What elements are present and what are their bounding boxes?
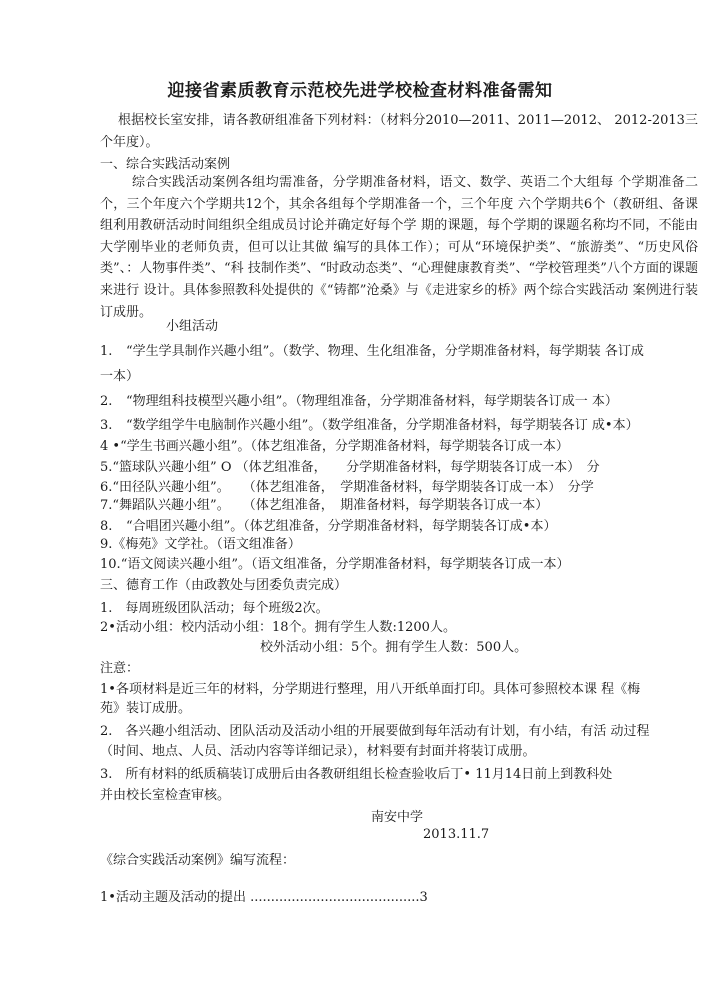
item-number: 4 • <box>100 439 121 454</box>
item-text: “合唱团兴趣小组”。（体艺组准备，分学期准备材料，每学期装各订成•本） <box>126 519 557 534</box>
workflow-heading: 《综合实践活动案例》编写流程： <box>100 853 296 868</box>
item-text: “学生书画兴趣小组”。（体艺组准备，分学期准备材料，每学期装各订成一本） <box>120 439 569 454</box>
note-2-line-1: 2. 各兴趣小组活动、团队活动及活动小组的开展要做到每年活动有计划，有小结，有活 动过程 <box>100 724 650 739</box>
item-number: 3. <box>100 418 113 433</box>
note-2-line-2: （时间、地点、人员、活动内容等详细记录），材料要有封面并将装订成册。 <box>100 744 536 759</box>
item-text: “篮球队兴趣小组” O （体艺组准备， 分学期准备材料，每学期装各订成一本） 分 <box>112 460 600 475</box>
item-text: 一本） <box>100 369 140 384</box>
item-number: 7. <box>100 498 113 513</box>
document-title: 迎接省素质教育示范校先进学校检查材料准备需知 <box>167 81 553 101</box>
list-item <box>100 365 700 384</box>
list-item <box>100 533 700 552</box>
item-number: 9. <box>100 537 113 552</box>
list-item <box>100 476 700 495</box>
toc-entry[interactable] <box>100 886 428 905</box>
note-1-line-2: 苑》装订成册。 <box>100 701 192 716</box>
section1-heading: 一、综合实践活动案例 <box>100 157 231 172</box>
toc-label: 1•活动主题及活动的提出 <box>100 890 246 905</box>
moral-line-2: 2•活动小组：校内活动小组：18个。拥有学生人数:1200人。 <box>100 620 456 635</box>
item-text: “物理组科技模型兴趣小组”。（物理组准备，分学期准备材料，每学期装各订成一 本） <box>126 394 618 409</box>
signature-school: 南安中学 <box>371 810 424 825</box>
item-text: “学生学具制作兴趣小组”。（数学、物理、生化组准备，分学期准备材料，每学期装 各订成 <box>126 344 644 359</box>
note-3-line-2: 并由校长室检查审核。 <box>100 788 231 803</box>
section3-heading: 三、德育工作（由政教处与团委负责完成） <box>100 578 348 593</box>
list-item <box>100 390 700 409</box>
item-number: 6. <box>100 480 113 495</box>
notes-heading: 注意： <box>100 661 140 676</box>
note-3-line-1: 3. 所有材料的纸质稿装订成册后由各教研组组长检查验收后丁• 11月14日前上到教科处 <box>100 767 613 782</box>
item-text: “语文阅读兴趣小组”。（语文组准备，分学期准备材料，每学期装各订成一本） <box>120 557 570 572</box>
toc-leader-dots: ......................................... <box>245 890 420 905</box>
list-item <box>100 515 700 534</box>
item-number: 8. <box>100 519 113 534</box>
list-item <box>100 340 700 359</box>
toc-page-number: 3 <box>419 890 428 905</box>
item-number: 10. <box>100 557 121 572</box>
moral-line-3: 校外活动小组：5个。拥有学生人数：500人。 <box>260 640 528 655</box>
list-item <box>100 414 700 433</box>
item-number: 1. <box>100 344 113 359</box>
list-item <box>100 435 700 454</box>
intro-paragraph: 根据校长室安排，请各教研组准备下列材料：（材料分2010—2011、2011—2012、 2012-2013三个年度）。 <box>100 113 698 150</box>
list-item <box>100 553 700 572</box>
signature-date: 2013.11.7 <box>423 827 490 842</box>
item-number: 2. <box>100 394 113 409</box>
section1-body: 综合实践活动案例各组均需准备，分学期准备材料，语文、数学、英语二个大组每 个学期准备二个，三个年度六个学期共12个，其余各组每个学期准备一个，三个年度 六个学期共6个（教研组、备课组利用教研活动时间组织全组成员讨论并确定好每个学 期的课题，每个学期的课题名称均不同，不能由大学刚毕业的老师负责，但可以让其做 编写的具体工作）；可从“环境保护类”、“旅游类”、“历史风俗类”、：人物事件类”、“科 技制作类”、“时政动态类”、“心理健康教育类”、“学校管理类”八个方面的课题来进行 设计。具体参照教科处提供的《“铸都”沧桑》与《走进家乡的桥》两个综合实践活动 案例进行装订成册。 <box>100 175 698 320</box>
item-text: 《梅苑》文学社。（语文组准备） <box>112 537 301 552</box>
item-text: “田径队兴趣小组”。 （体艺组准备， 学期准备材料，每学期装各订成一本） 分学 <box>112 480 594 495</box>
item-text: “舞蹈队兴趣小组”。 （体艺组准备， 期准备材料，每学期装各订成一本） <box>112 498 549 513</box>
item-number: 5. <box>100 460 113 475</box>
section2-heading: 小组活动 <box>166 319 219 334</box>
note-1-line-1: 1•各项材料是近三年的材料，分学期进行整理，用八开纸单面打印。具体可参照校本课 程《梅 <box>100 682 641 697</box>
list-item <box>100 456 700 475</box>
moral-line-1: 1. 每周班级团队活动；每个班级2次。 <box>100 601 329 616</box>
list-item <box>100 494 700 513</box>
item-text: “数学组学牛电脑制作兴趣小组”。（数学组准备，分学期准备材料，每学期装各订 成•本） <box>126 418 639 433</box>
